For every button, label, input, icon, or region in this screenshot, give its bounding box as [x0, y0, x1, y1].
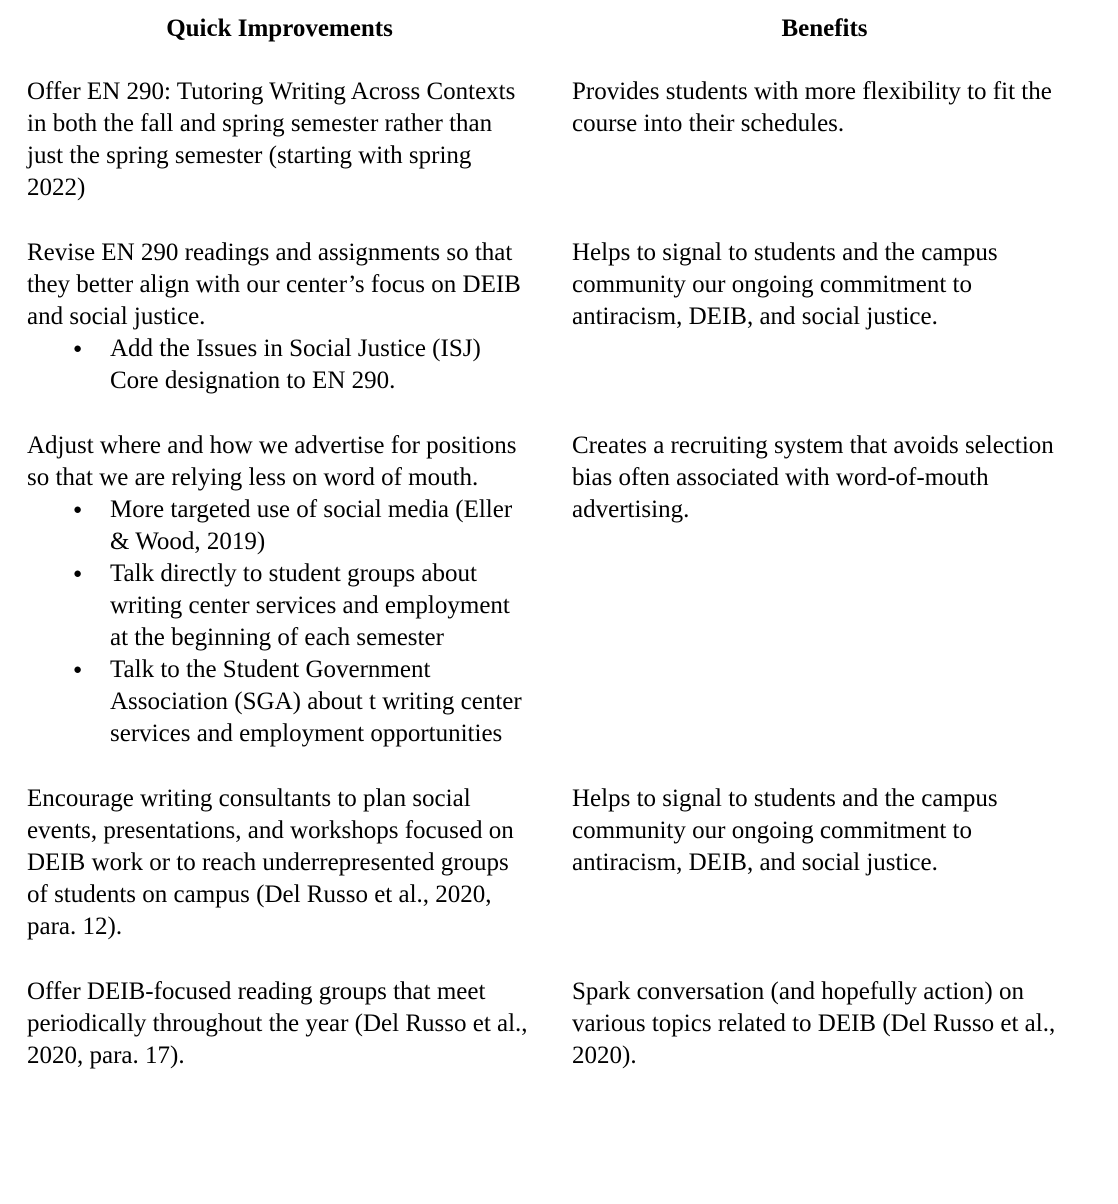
- table-header-row: [27, 13, 1078, 45]
- benefit-cell: [572, 430, 1077, 526]
- list-item: [27, 558, 530, 654]
- benefit-cell: [572, 783, 1077, 879]
- table-row: [27, 976, 1078, 1072]
- bullet-icon: ●: [73, 502, 83, 518]
- table-row: [27, 237, 1078, 397]
- benefit-text: Provides students with more flexibility to fit the course into their schedules.: [572, 78, 1052, 137]
- table-row: [27, 783, 1078, 943]
- column-header-benefits: Benefits: [781, 15, 868, 42]
- bullet-text: Add the Issues in Social Justice (ISJ) Core designation to EN 290.: [110, 335, 481, 394]
- improvements-benefits-table: [27, 13, 1078, 1072]
- benefit-text: Spark conversation (and hopefully action) on various topics related to DEIB (Del Russo et al., 2020).: [572, 978, 1056, 1069]
- benefit-text: Helps to signal to students and the campus community our ongoing commitment to antiracism, DEIB, and social justice.: [572, 785, 998, 876]
- improvement-cell: [27, 783, 532, 943]
- column-header-improvements: Quick Improvements: [166, 15, 393, 42]
- improvement-text: Adjust where and how we advertise for positions so that we are relying less on word of mouth.: [27, 432, 517, 491]
- improvement-cell: [27, 976, 532, 1072]
- improvement-cell: [27, 76, 532, 204]
- table-row: [27, 76, 1078, 204]
- benefit-cell: [572, 976, 1077, 1072]
- improvement-text: Encourage writing consultants to plan social events, presentations, and workshops focused on DEIB work or to reach underrepresented groups of students on campus (Del Russo et al., 2020, para. 12).: [27, 785, 514, 940]
- improvement-bullet-list: [27, 333, 530, 397]
- improvement-bullet-list: [27, 494, 530, 750]
- bullet-text: Talk directly to student groups about writing center services and employment at the beginning of each semester: [110, 560, 510, 651]
- bullet-icon: ●: [73, 341, 83, 357]
- list-item: [27, 654, 530, 750]
- improvement-cell: [27, 237, 532, 397]
- benefit-cell: [572, 237, 1077, 333]
- improvement-text: Offer EN 290: Tutoring Writing Across Contexts in both the fall and spring semester rather than just the spring semester (starting with spring 2022): [27, 78, 516, 201]
- improvement-text: Offer DEIB-focused reading groups that meet periodically throughout the year (Del Russo et al., 2020, para. 17).: [27, 978, 528, 1069]
- list-item: [27, 333, 530, 397]
- table-row: [27, 430, 1078, 750]
- bullet-text: More targeted use of social media (Eller & Wood, 2019): [110, 496, 513, 555]
- benefit-text: Creates a recruiting system that avoids selection bias often associated with word-of-mouth advertising.: [572, 432, 1054, 523]
- improvement-cell: [27, 430, 532, 750]
- benefit-text: Helps to signal to students and the campus community our ongoing commitment to antiracism, DEIB, and social justice.: [572, 239, 998, 330]
- improvement-text: Revise EN 290 readings and assignments so that they better align with our center’s focus on DEIB and social justice.: [27, 239, 521, 330]
- bullet-text: Talk to the Student Government Association (SGA) about t writing center services and employment opportunities: [110, 656, 522, 747]
- list-item: [27, 494, 530, 558]
- benefit-cell: [572, 76, 1077, 140]
- bullet-icon: ●: [73, 662, 83, 678]
- bullet-icon: ●: [73, 566, 83, 582]
